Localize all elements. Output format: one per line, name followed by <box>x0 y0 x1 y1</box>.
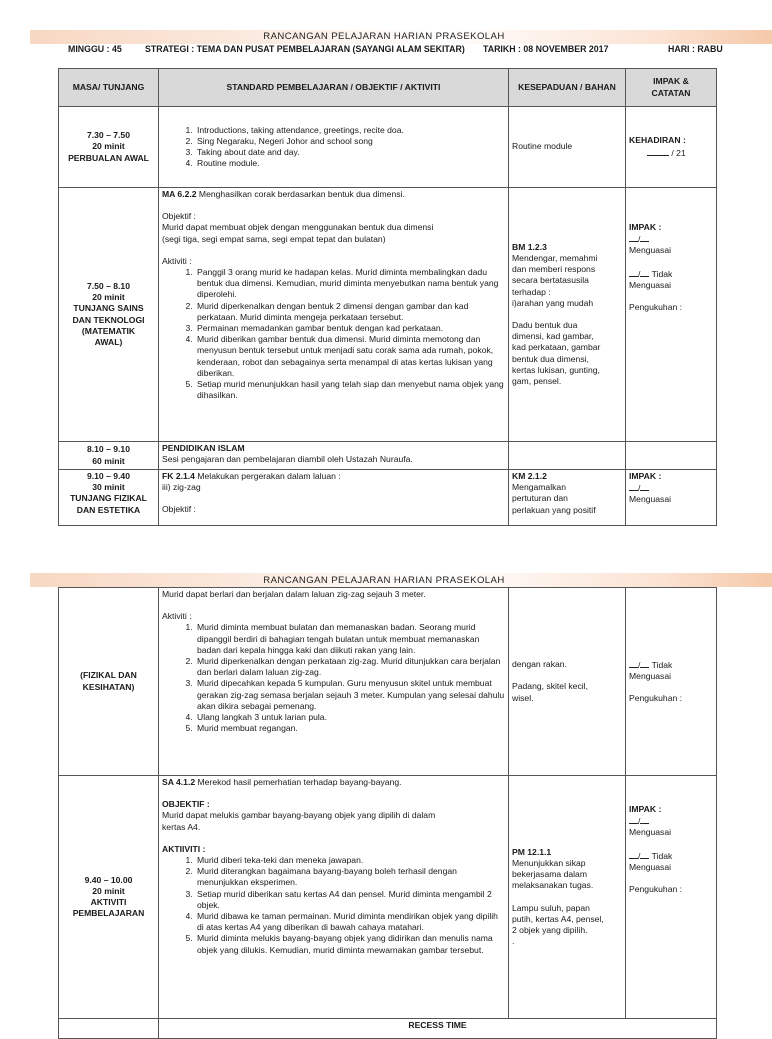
activity-list: 1. Murid diberi teka-teki dan meneka jawapan. 2. Murid diterangkan bagaimana bayang-bayang boleh terhasil dengan menunjukkan eksperimen. 3. Setiap murid diberikan satu kertas A4 dan pensel. Murid diminta mengambil 2 objek. 4. Murid dibawa ke taman permainan. Murid diminta mendirikan objek yang dipilih di atas kertas A4 yang diberikan di bawah cahaya matahari. 5. Murid diminta melukis bayang-bayang objek yang didirikan dan menulis nama objek yang dilukis. Kemudian, murid diminta mewarnakan gambar tersebut. <box>162 855 505 956</box>
recess-label: RECESS TIME <box>159 1019 717 1039</box>
masa-cell: 8.10 – 9.10 60 minit <box>59 442 159 470</box>
bahan-cell: dengan rakan. Padang, skitel kecil, wisel. <box>509 588 626 776</box>
impak-cell: / Tidak Menguasai Pengukuhan : <box>626 588 717 776</box>
aktiviti-cell: FK 2.1.4 Melakukan pergerakan dalam laluan : iii) zig-zag Objektif : <box>159 470 509 526</box>
impak-cell: IMPAK : / Menguasai / Tidak Menguasai Pengukuhan : <box>626 188 717 442</box>
aktiviti-cell: SA 4.1.2 Merekod hasil pemerhatian terhadap bayang-bayang. OBJEKTIF : Murid dapat melukis gambar bayang-bayang objek yang dipilih di dalam kertas A4. AKTIIVITI : 1. Murid diberi teka-teki dan meneka jawapan. 2. Murid diterangkan bagaimana bayang-bayang boleh terhasil dengan menunjukkan eksperimen. 3. Setiap murid diberikan satu kertas A4 dan pensel. Murid diminta mengambil 2 objek. 4. Murid dibawa ke taman permainan. Murid diminta mendirikan objek yang dipilih di atas kertas A4 yang diberikan di bawah cahaya matahari. 5. Murid diminta melukis bayang-bayang objek yang didirikan dan menulis nama objek yang dilukis. Kemudian, murid diminta mewarnakan gambar tersebut. <box>159 776 509 1019</box>
bahan-cell: Routine module <box>509 107 626 188</box>
aktiviti-cell: Murid dapat berlari dan berjalan dalam laluan zig-zag sejauh 3 meter. Aktiviti : 1. Murid diminta membuat bulatan dan memanaskan badan. Seorang murid dipanggil berdiri di bahagian tengah bulatan untuk membuat memanaskan badan dari kepala hingga kaki dan diikuti rakan yang lain. 2. Murid diperkenalkan dengan perkataan zig-zag. Murid ditunjukkan cara berjalan dan berlari dalam laluan zig-zag. 3. Murid dipecahkan kepada 5 kumpulan. Guru menyusun skitel untuk membuat gerakan zig-zag semasa berjalan sejauh 3 meter. Kumpulan yang selesai dahulu akan dikira sebagai pemenang. 4. Ulang langkah 3 untuk larian pula. 5. Murid membuat regangan. <box>159 588 509 776</box>
page-2 <box>0 572 768 1030</box>
table-row <box>59 107 717 188</box>
page-title: RANCANGAN PELAJARAN HARIAN PRASEKOLAH <box>263 31 505 42</box>
recess-row <box>59 1019 717 1039</box>
aktiviti-cell <box>159 107 509 188</box>
minggu: MINGGU : 45 <box>68 44 122 54</box>
activity-list: 1. Murid diminta membuat bulatan dan memanaskan badan. Seorang murid dipanggil berdiri di bahagian tengah bulatan untuk membuat memanaskan badan dari kepala hingga kaki dan diikuti rakan yang lain. 2. Murid diperkenalkan dengan perkataan zig-zag. Murid ditunjukkan cara berjalan dan berlari dalam laluan zig-zag. 3. Murid dipecahkan kepada 5 kumpulan. Guru menyusun skitel untuk membuat gerakan zig-zag semasa berjalan sejauh 3 meter. Kumpulan yang selesai dahulu akan dikira sebagai pemenang. 4. Ulang langkah 3 untuk larian pula. 5. Murid membuat regangan. <box>162 622 505 734</box>
col-standard: STANDARD PEMBELAJARAN / OBJEKTIF / AKTIVITI <box>159 69 509 107</box>
table-row <box>59 188 717 442</box>
table-row <box>59 470 717 526</box>
table-row <box>59 588 717 776</box>
blank-line <box>647 147 669 156</box>
aktiviti-cell: MA 6.2.2 Menghasilkan corak berdasarkan bentuk dua dimensi. Objektif : Murid dapat membuat objek dengan menggunakan bentuk dua dimensi (segi tiga, segi empat sama, segi empat tepat dan bulatan) Aktiviti : 1. Panggil 3 orang murid ke hadapan kelas. Murid diminta membalingkan dadu bentuk dua dimensi. Kemudian, murid diminta menyebutkan nama bentuk yang diperolehi. 2. Murid diperkenalkan dengan bentuk 2 dimensi dengan gambar dan kad perkataan. Murid diminta mengeja perkataan tersebut. 3. Permainan memadankan gambar bentuk dengan kad perkataan. 4. Murid diberikan gambar bentuk dua dimensi. Murid diminta memotong dan menyusun bentuk tersebut untuk menjadi satu corak sama ada rumah, pokok, kenderaan, robot dan sebagainya serta menampal di atas kertas lukisan yang diberikan. 5. Setiap murid menunjukkan hasil yang telah siap dan menyebut nama objek yang dihasilkan. <box>159 188 509 442</box>
activity-list: 1. Introductions, taking attendance, greetings, recite doa. 2. Sing Negaraku, Negeri Johor and school song 3. Taking about date and day. 4. Routine module. <box>162 125 505 170</box>
table-row <box>59 776 717 1019</box>
strategi: STRATEGI : TEMA DAN PUSAT PEMBELAJARAN (SAYANGI ALAM SEKITAR) <box>145 44 465 54</box>
masa-cell: 9.10 – 9.40 30 minit TUNJANG FIZIKAL DAN ESTETIKA <box>59 470 159 526</box>
bahan-cell <box>509 442 626 470</box>
bahan-cell: BM 1.2.3 Mendengar, memahmi dan memberi respons secara bertatasusila terhadap : i)arahan yang mudah Dadu bentuk dua dimensi, kad gambar, kad perkataan, gambar bentuk dua dimensi, kertas lukisan, gunting, gam, pensel. <box>509 188 626 442</box>
impak-cell <box>626 442 717 470</box>
hari: HARI : RABU <box>668 44 723 54</box>
masa-cell: 9.40 – 10.00 20 minit AKTIVITI PEMBELAJARAN <box>59 776 159 1019</box>
lesson-table-page-1 <box>58 68 717 526</box>
activity-list: 1. Panggil 3 orang murid ke hadapan kelas. Murid diminta membalingkan dadu bentuk dua dimensi. Kemudian, murid diminta menyebutkan nama bentuk yang diperolehi. 2. Murid diperkenalkan dengan bentuk 2 dimensi dengan gambar dan kad perkataan. Murid diminta mengeja perkataan tersebut. 3. Permainan memadankan gambar bentuk dengan kad perkataan. 4. Murid diberikan gambar bentuk dua dimensi. Murid diminta memotong dan menyusun bentuk tersebut untuk menjadi satu corak sama ada rumah, pokok, kenderaan, robot dan sebagainya serta menampal di atas kertas lukisan yang diberikan. 5. Setiap murid menunjukkan hasil yang telah siap dan menyebut nama objek yang dihasilkan. <box>162 267 505 401</box>
col-masa: MASA/ TUNJANG <box>59 69 159 107</box>
tarikh: TARIKH : 08 NOVEMBER 2017 <box>483 44 609 54</box>
impak-cell: IMPAK : / Menguasai / Tidak Menguasai Pengukuhan : <box>626 776 717 1019</box>
col-impak: IMPAK & CATATAN <box>626 69 717 107</box>
page-gap <box>0 540 768 572</box>
masa-cell: 7.50 – 8.10 20 minit TUNJANG SAINS DAN TEKNOLOGI (MATEMATIK AWAL) <box>59 188 159 442</box>
col-kesepaduan: KESEPADUAN / BAHAN <box>509 69 626 107</box>
lesson-table-page-2 <box>58 587 717 1039</box>
table-row <box>59 442 717 470</box>
aktiviti-cell: PENDIDIKAN ISLAM Sesi pengajaran dan pembelajaran diambil oleh Ustazah Nuraufa. <box>159 442 509 470</box>
table-header-row <box>59 69 717 107</box>
page-title: RANCANGAN PELAJARAN HARIAN PRASEKOLAH <box>263 575 505 586</box>
masa-cell: (FIZIKAL DAN KESIHATAN) <box>59 588 159 776</box>
bahan-cell: PM 12.1.1 Menunjukkan sikap bekerjasama dalam melaksanakan tugas. Lampu suluh, papan putih, kertas A4, pensel, 2 objek yang dipilih. . <box>509 776 626 1019</box>
impak-cell: IMPAK : / Menguasai <box>626 470 717 526</box>
impak-cell: KEHADIRAN : / 21 <box>626 107 717 188</box>
bahan-cell: KM 2.1.2 Mengamalkan pertuturan dan perlakuan yang positif <box>509 470 626 526</box>
masa-cell: 7.30 – 7.50 20 minit PERBUALAN AWAL <box>59 107 159 188</box>
